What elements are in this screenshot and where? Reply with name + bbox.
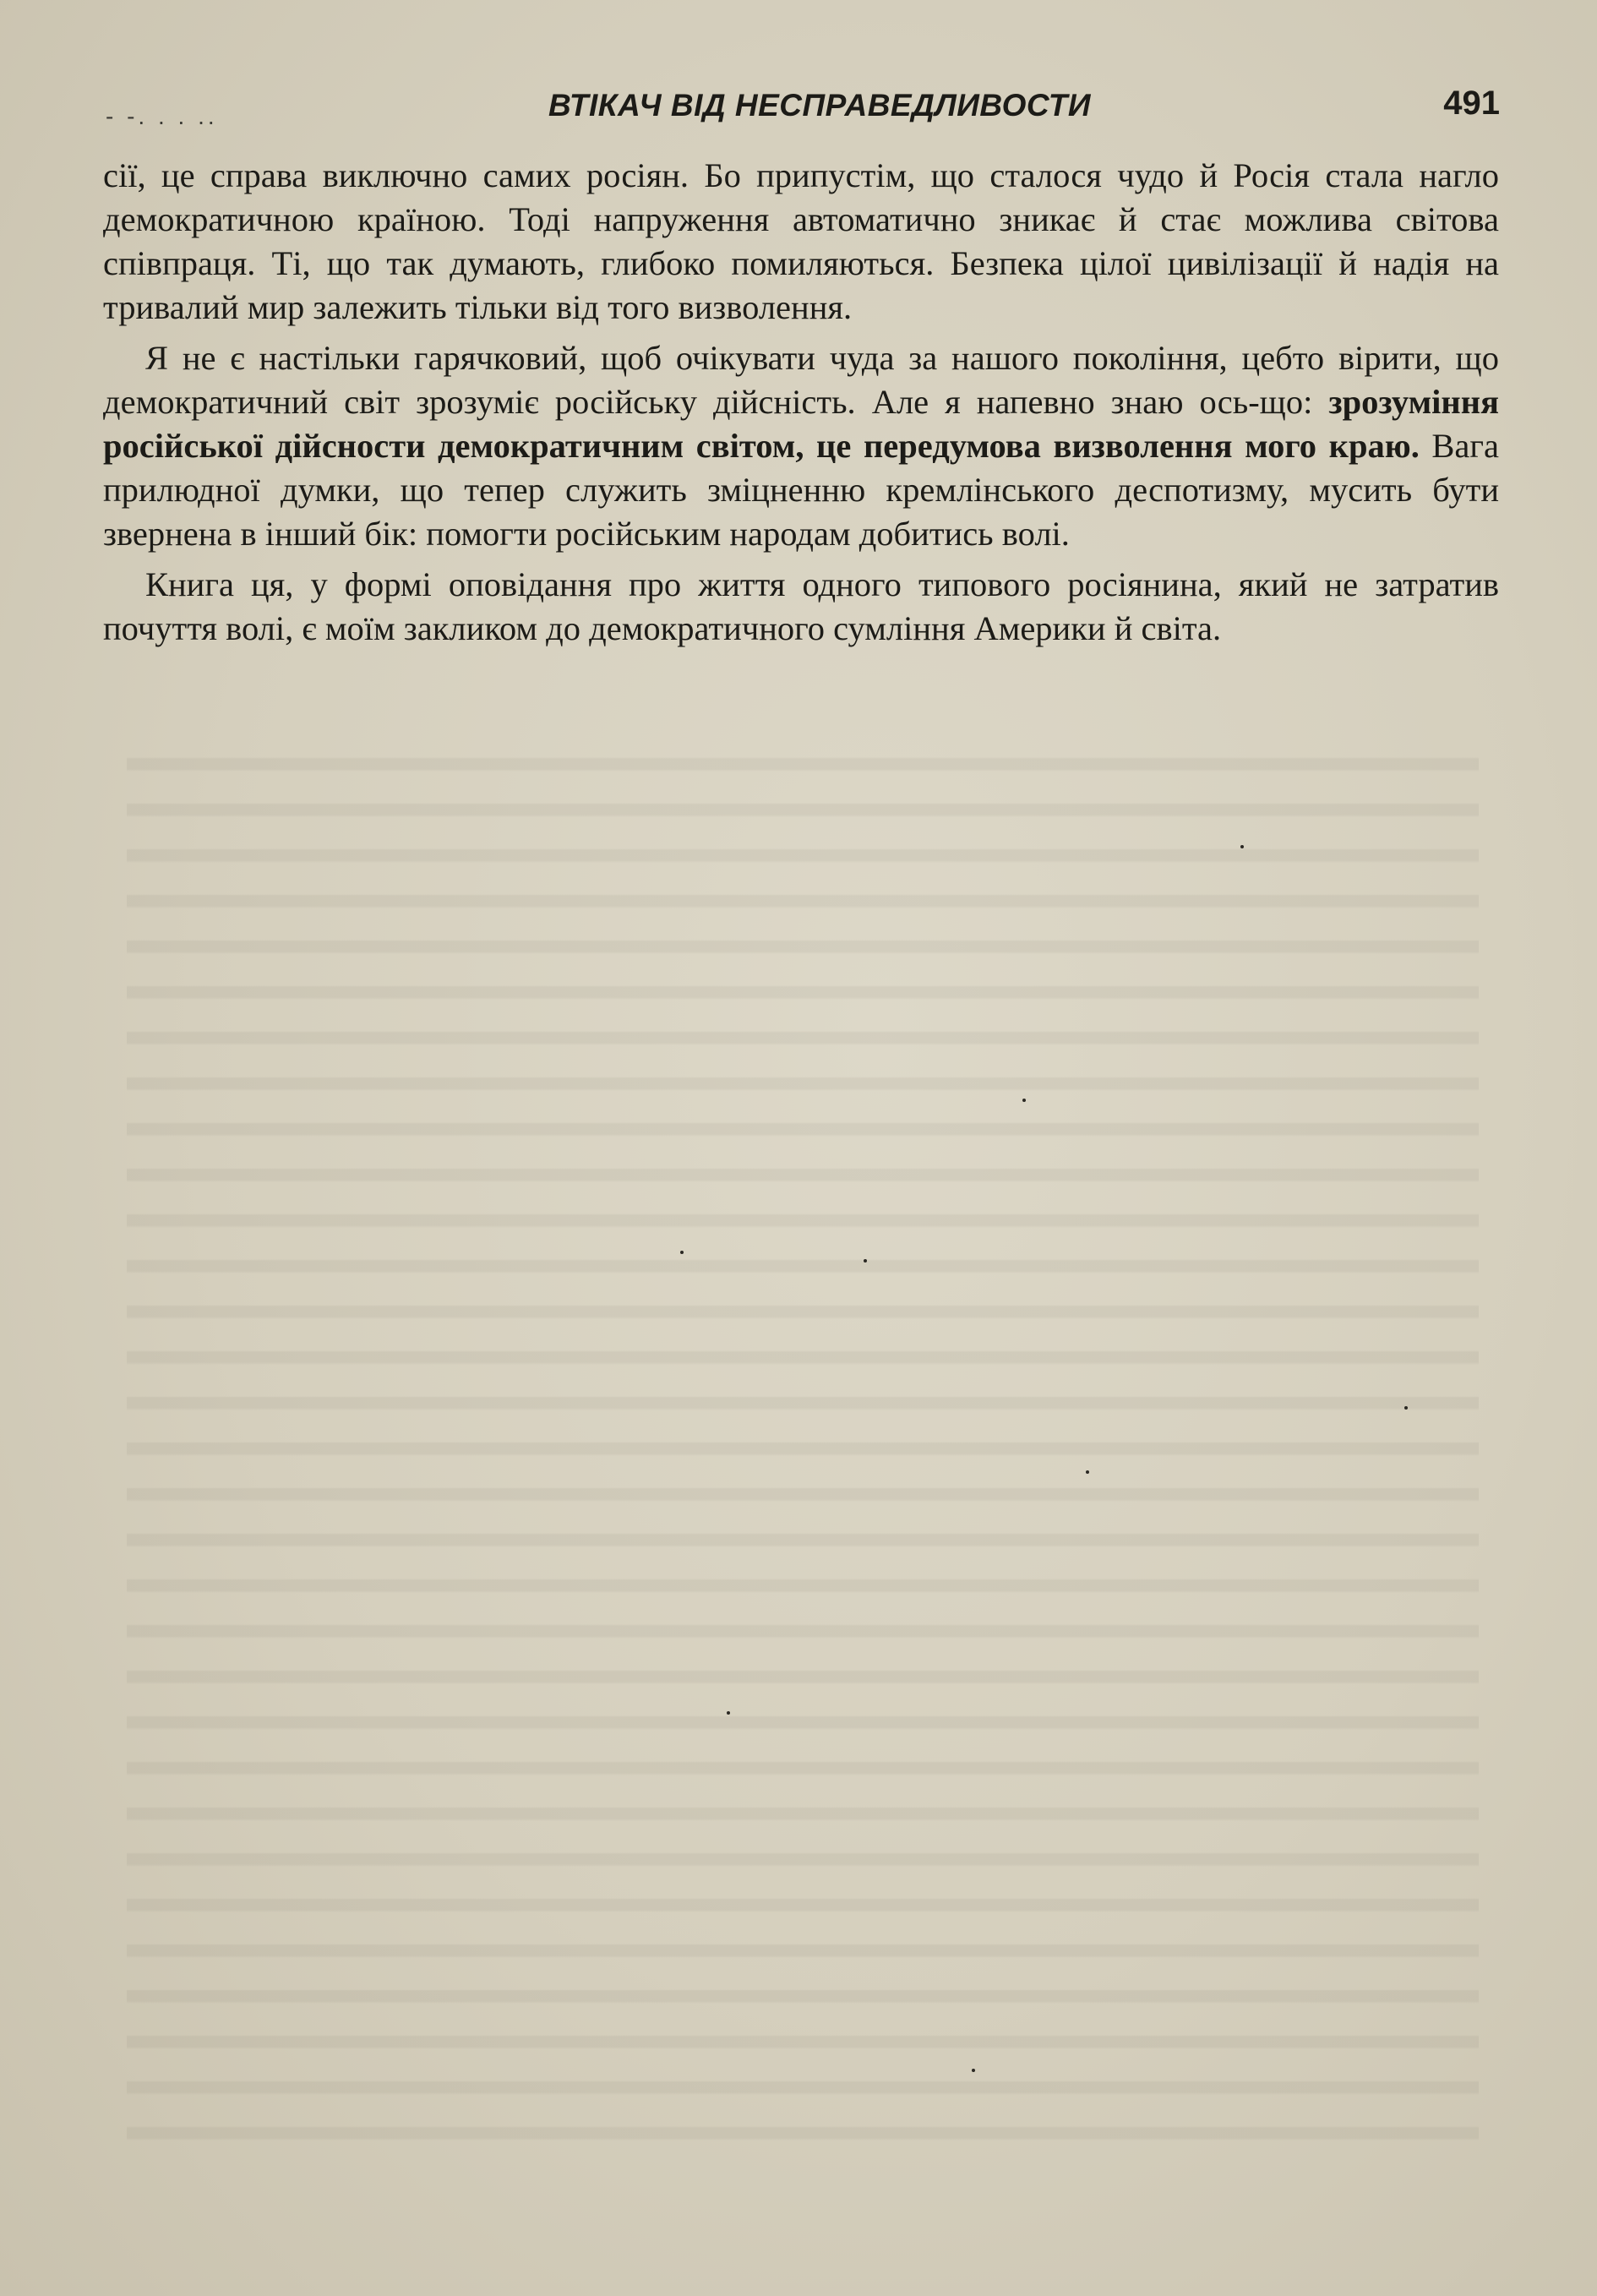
paragraph-3	[103, 563, 1499, 651]
bleed-through-texture	[127, 735, 1479, 2172]
paragraph-1	[103, 154, 1499, 330]
paragraph-1-text: сії, це справа виключно самих росіян. Бо припустім, що сталося чудо й Росія стала нагло демократичною країною. Тоді напруження автоматично зникає й стає можлива світова співпраця. Ті, що так думають, глибоко помиляються. Безпека цілої цивілізації й надія на тривалий мир залежить тільки від того визволення.	[103, 156, 1499, 326]
paragraph-3-text: Книга ця, у формі оповідання про життя одного типового росіянина, який не затратив почуття волі, є моїм закликом до демократичного сумління Америки й світа.	[103, 565, 1499, 647]
paragraph-2-text-a: Я не є настільки гарячковий, щоб очікувати чуда за нашого покоління, цебто вірити, що демократичний світ зрозуміє російську дійсність. Але я напевно знаю ось-що:	[103, 339, 1499, 421]
header-left-mark: - -. . . ..	[106, 103, 218, 129]
paragraph-2	[103, 336, 1499, 556]
running-title: ВТІКАЧ ВІД НЕСПРАВЕДЛИВОСТИ	[548, 88, 1091, 123]
paragraph-2-emphasis: зрозуміння російської дійсности демократичним світом, це передумова визволення мого краю.	[103, 383, 1499, 465]
page-number: 491	[1443, 85, 1500, 122]
body-text	[103, 154, 1499, 651]
page-header	[101, 83, 1504, 134]
paragraph-2-text-b: Вага прилюдної думки, що тепер служить зміцненню кремлінського деспотизму, мусить бути звернена в інший бік: помогти російським народам добитись волі.	[103, 427, 1499, 553]
